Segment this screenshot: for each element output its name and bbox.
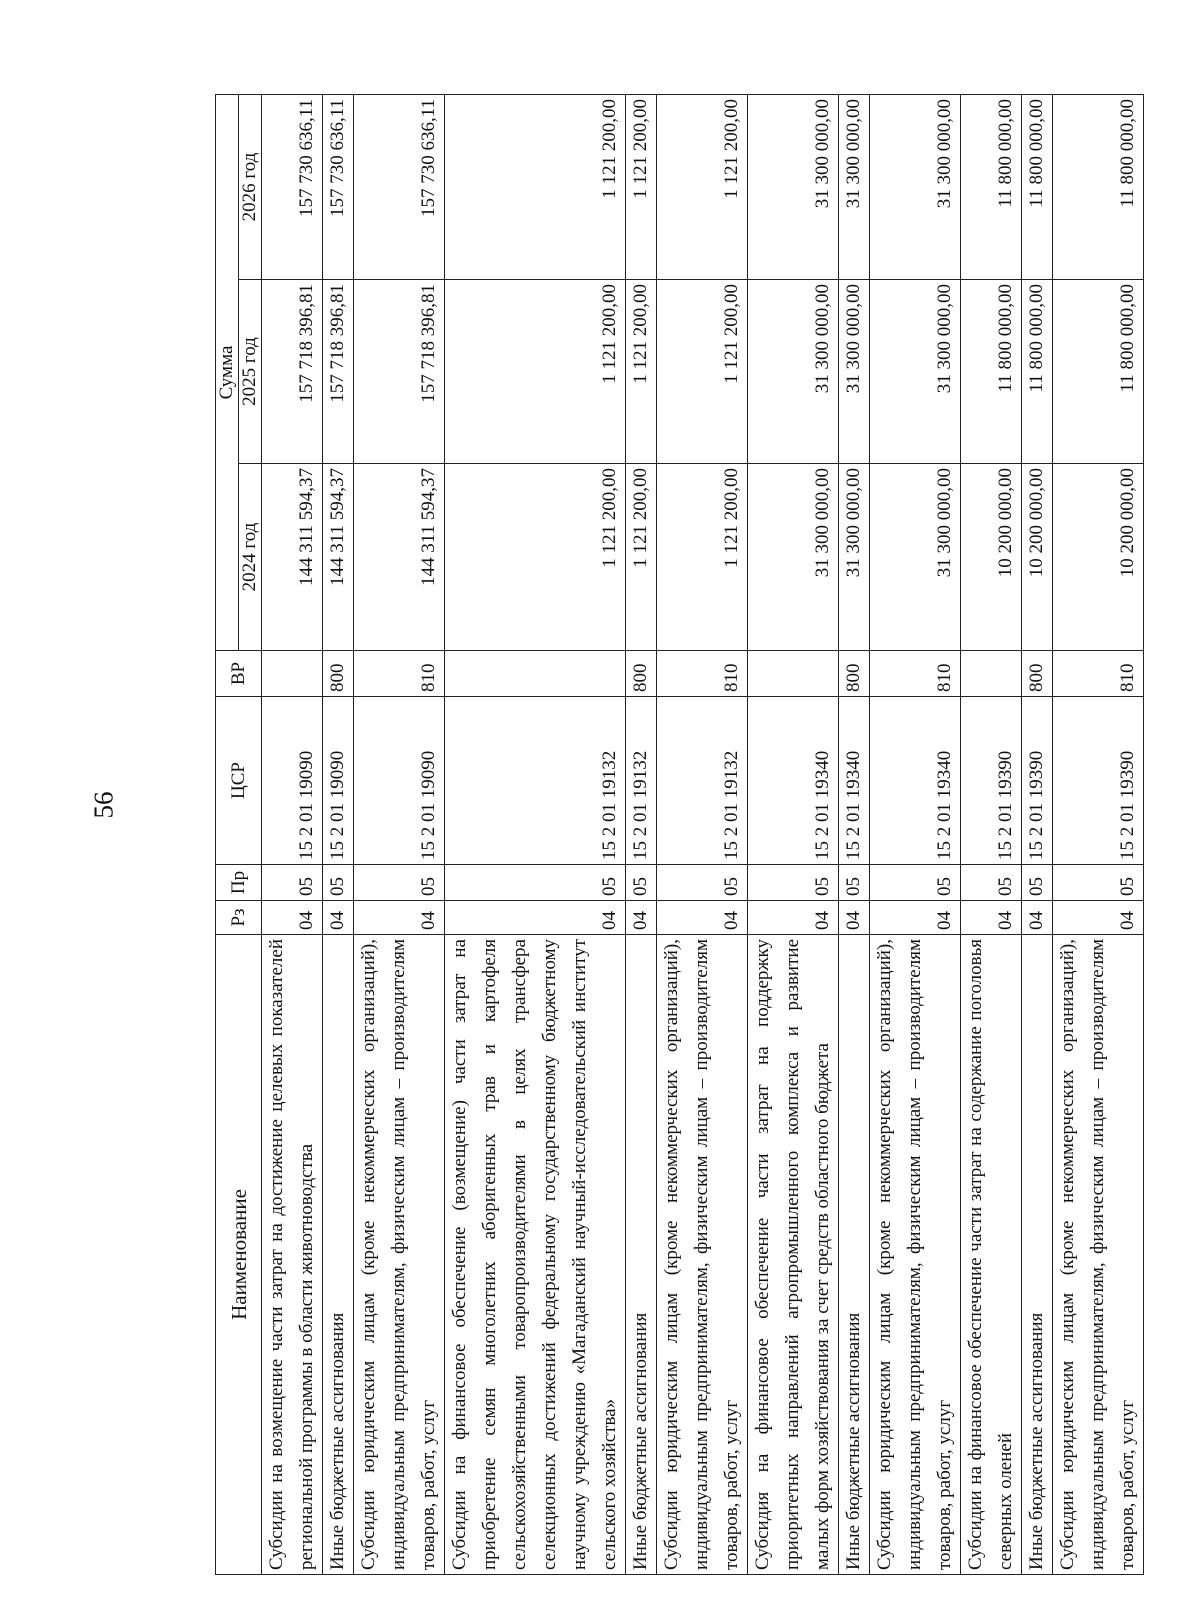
row-csr: 15 2 01 19390 (1053, 697, 1144, 865)
row-rz: 04 (262, 901, 323, 935)
header-name: Наименование (216, 935, 262, 1575)
row-pr: 05 (262, 865, 323, 901)
row-rz: 04 (1053, 901, 1144, 935)
row-csr: 15 2 01 19090 (354, 697, 445, 865)
table-row (262, 95, 323, 1575)
table-row (748, 95, 839, 1575)
row-2026: 157 730 636,11 (354, 95, 445, 280)
row-2025: 1 121 200,00 (657, 280, 748, 464)
row-name: Субсидии на финансовое обеспечение (возмещение) части затрат на приобретение семян многолетних аборигенных трав и картофеля сельскохозяйственными товаропроизводителями в целях трансфера селекционных достижений федеральному государственному бюджетному научному учреждению «Магаданский научный-исследовательский институт сельского хозяйства» (445, 935, 626, 1575)
table-row (1053, 95, 1144, 1575)
row-2026: 1 121 200,00 (657, 95, 748, 280)
row-rz: 04 (870, 901, 961, 935)
row-rz: 04 (354, 901, 445, 935)
row-name: Субсидия на финансовое обеспечение части затрат на поддержку приоритетных направлений агропромышленного комплекса и развитие малых форм хозяйствования за счет средств областного бюджета (748, 935, 839, 1575)
row-2024: 144 311 594,37 (354, 464, 445, 651)
row-2024: 144 311 594,37 (262, 464, 323, 651)
row-2025: 1 121 200,00 (626, 280, 657, 464)
row-2025: 157 718 396,81 (354, 280, 445, 464)
row-pr: 05 (657, 865, 748, 901)
rotated-table-container (215, 95, 1138, 1575)
table-row (354, 95, 445, 1575)
row-name: Субсидии на финансовое обеспечение части затрат на содержание поголовья северных оленей (961, 935, 1022, 1575)
header-2024: 2024 год (239, 464, 262, 651)
row-rz: 04 (748, 901, 839, 935)
row-vr (262, 651, 323, 697)
table-row (657, 95, 748, 1575)
header-2025: 2025 год (239, 280, 262, 464)
header-sum: Сумма (216, 95, 239, 651)
row-2026: 11 800 000,00 (1022, 95, 1053, 280)
row-pr: 05 (1022, 865, 1053, 901)
row-rz: 04 (323, 901, 354, 935)
row-csr: 15 2 01 19390 (1022, 697, 1053, 865)
row-2025: 1 121 200,00 (445, 280, 626, 464)
row-pr: 05 (323, 865, 354, 901)
row-pr: 05 (445, 865, 626, 901)
row-pr: 05 (354, 865, 445, 901)
row-2026: 1 121 200,00 (626, 95, 657, 280)
row-csr: 15 2 01 19340 (839, 697, 870, 865)
row-2025: 11 800 000,00 (1053, 280, 1144, 464)
row-pr: 05 (961, 865, 1022, 901)
row-vr (445, 651, 626, 697)
row-csr: 15 2 01 19090 (323, 697, 354, 865)
row-vr: 810 (870, 651, 961, 697)
table-row (870, 95, 961, 1575)
budget-table (215, 94, 1144, 1575)
row-pr: 05 (839, 865, 870, 901)
row-csr: 15 2 01 19090 (262, 697, 323, 865)
row-name: Субсидии юридическим лицам (кроме некоммерческих организаций), индивидуальным предпринимателям, физическим лицам – производителям товаров, работ, услуг (354, 935, 445, 1575)
row-name: Иные бюджетные ассигнования (626, 935, 657, 1575)
row-csr: 15 2 01 19132 (626, 697, 657, 865)
row-pr: 05 (626, 865, 657, 901)
row-name: Субсидии юридическим лицам (кроме некоммерческих организаций), индивидуальным предпринимателям, физическим лицам – производителям товаров, работ, услуг (657, 935, 748, 1575)
row-2026: 157 730 636,11 (262, 95, 323, 280)
header-csr: ЦСР (216, 697, 262, 865)
row-name: Субсидии на возмещение части затрат на достижение целевых показателей региональной программы в области животноводства (262, 935, 323, 1575)
row-2026: 157 730 636,11 (323, 95, 354, 280)
row-2024: 1 121 200,00 (657, 464, 748, 651)
row-rz: 04 (839, 901, 870, 935)
row-csr: 15 2 01 19132 (445, 697, 626, 865)
row-vr: 810 (1053, 651, 1144, 697)
row-rz: 04 (961, 901, 1022, 935)
row-2024: 10 200 000,00 (961, 464, 1022, 651)
page-number: 56 (88, 791, 119, 819)
row-csr: 15 2 01 19132 (657, 697, 748, 865)
row-2025: 157 718 396,81 (323, 280, 354, 464)
row-rz: 04 (445, 901, 626, 935)
table-row (839, 95, 870, 1575)
row-vr (748, 651, 839, 697)
row-name: Иные бюджетные ассигнования (839, 935, 870, 1575)
header-rz: Рз (216, 901, 262, 935)
row-2025: 31 300 000,00 (748, 280, 839, 464)
row-2024: 31 300 000,00 (748, 464, 839, 651)
row-vr: 810 (354, 651, 445, 697)
row-vr: 800 (1022, 651, 1053, 697)
header-2026: 2026 год (239, 95, 262, 280)
row-vr: 800 (323, 651, 354, 697)
row-2026: 31 300 000,00 (870, 95, 961, 280)
row-name: Субсидии юридическим лицам (кроме некоммерческих организаций), индивидуальным предпринимателям, физическим лицам – производителям товаров, работ, услуг (870, 935, 961, 1575)
header-row-1 (216, 95, 239, 1575)
row-2024: 10 200 000,00 (1053, 464, 1144, 651)
row-2026: 1 121 200,00 (445, 95, 626, 280)
row-2025: 11 800 000,00 (1022, 280, 1053, 464)
row-rz: 04 (626, 901, 657, 935)
row-name: Иные бюджетные ассигнования (323, 935, 354, 1575)
row-csr: 15 2 01 19390 (961, 697, 1022, 865)
row-pr: 05 (1053, 865, 1144, 901)
row-2025: 31 300 000,00 (839, 280, 870, 464)
row-2025: 157 718 396,81 (262, 280, 323, 464)
table-row (445, 95, 626, 1575)
row-rz: 04 (657, 901, 748, 935)
row-2024: 1 121 200,00 (445, 464, 626, 651)
row-rz: 04 (1022, 901, 1053, 935)
row-2026: 11 800 000,00 (1053, 95, 1144, 280)
row-vr (961, 651, 1022, 697)
row-csr: 15 2 01 19340 (748, 697, 839, 865)
row-2024: 31 300 000,00 (870, 464, 961, 651)
row-2024: 144 311 594,37 (323, 464, 354, 651)
row-vr: 800 (839, 651, 870, 697)
row-2026: 31 300 000,00 (748, 95, 839, 280)
row-2024: 10 200 000,00 (1022, 464, 1053, 651)
row-2024: 1 121 200,00 (626, 464, 657, 651)
row-2025: 11 800 000,00 (961, 280, 1022, 464)
header-vr: ВР (216, 651, 262, 697)
row-vr: 810 (657, 651, 748, 697)
table-row (323, 95, 354, 1575)
table-row (961, 95, 1022, 1575)
row-2024: 31 300 000,00 (839, 464, 870, 651)
row-2025: 31 300 000,00 (870, 280, 961, 464)
table-row (1022, 95, 1053, 1575)
header-pr: Пр (216, 865, 262, 901)
row-2026: 31 300 000,00 (839, 95, 870, 280)
row-name: Иные бюджетные ассигнования (1022, 935, 1053, 1575)
row-csr: 15 2 01 19340 (870, 697, 961, 865)
row-name: Субсидии юридическим лицам (кроме некоммерческих организаций), индивидуальным предпринимателям, физическим лицам – производителям товаров, работ, услуг (1053, 935, 1144, 1575)
row-vr: 800 (626, 651, 657, 697)
row-2026: 11 800 000,00 (961, 95, 1022, 280)
row-pr: 05 (870, 865, 961, 901)
table-row (626, 95, 657, 1575)
row-pr: 05 (748, 865, 839, 901)
